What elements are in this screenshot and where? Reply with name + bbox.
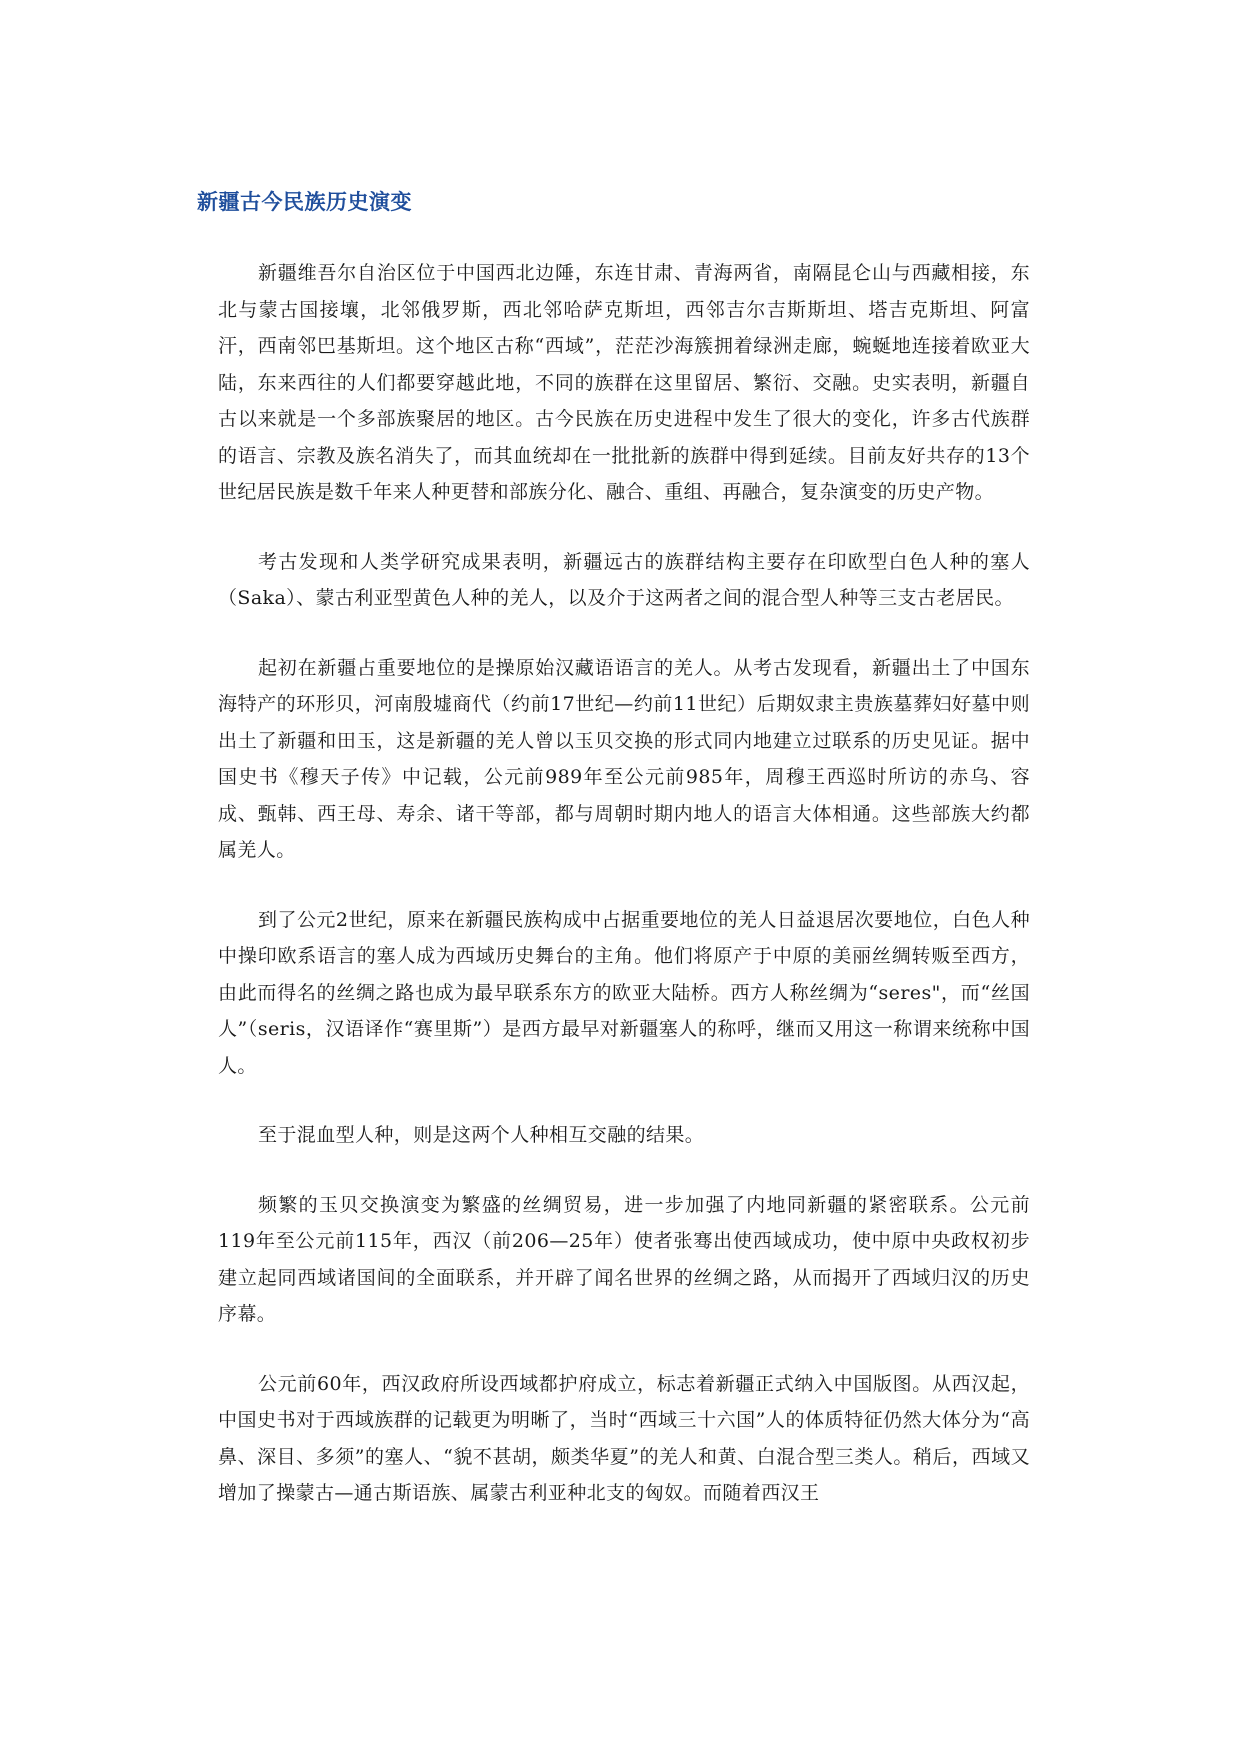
paragraph-qiang: 起初在新疆占重要地位的是操原始汉藏语语言的羌人。从考古发现看，新疆出土了中国东海特产的环形贝，河南殷墟商代（约前17世纪—约前11世纪）后期奴隶主贵族墓葬妇好墓中则出土了新疆和田玉，这是新疆的羌人曾以玉贝交换的形式同内地建立过联系的历史见证。据中国史书《穆天子传》中记载，公元前989年至公元前985年，周穆王西巡时所访的赤乌、容成、甄韩、西王母、寿余、诸干等部，都与周朝时期内地人的语言大体相通。这些部族大约都属羌人。 [218, 656, 1030, 861]
paragraph-silk-trade: 频繁的玉贝交换演变为繁盛的丝绸贸易，进一步加强了内地同新疆的紧密联系。公元前119年至公元前115年，西汉（前206—25年）使者张骞出使西域成功，使中原中央政权初步建立起同西域诸国间的全面联系，并开辟了闻名世界的丝绸之路，从而揭开了西域归汉的历史序幕。 [218, 1193, 1030, 1325]
document-body [218, 255, 1030, 1545]
paragraph-saka: 到了公元2世纪，原来在新疆民族构成中占据重要地位的羌人日益退居次要地位，白色人种中操印欧系语言的塞人成为西域历史舞台的主角。他们将原产于中原的美丽丝绸转贩至西方，由此而得名的丝绸之路也成为最早联系东方的欧亚大陆桥。西方人称丝绸为“seres"，而“丝国人”（seris，汉语译作“赛里斯”）是西方最早对新疆塞人的称呼，继而又用这一称谓来统称中国人。 [218, 908, 1030, 1077]
document-title: 新疆古今民族历史演变 [197, 190, 412, 214]
paragraph-mixed: 至于混血型人种，则是这两个人种相互交融的结果。 [258, 1124, 705, 1146]
paragraph-archaeology: 考古发现和人类学研究成果表明，新疆远古的族群结构主要存在印欧型白色人种的塞人（Saka）、蒙古利亚型黄色人种的羌人，以及介于这两者之间的混合型人种等三支古老居民。 [218, 550, 1030, 609]
paragraph-protectorate: 公元前60年，西汉政府所设西域都护府成立，标志着新疆正式纳入中国版图。从西汉起，中国史书对于西域族群的记载更为明晰了，当时“西域三十六国”人的体质特征仍然大体分为“高鼻、深目、多须”的塞人、“貌不甚胡，颇类华夏”的羌人和黄、白混合型三类人。稍后，西域又增加了操蒙古—通古斯语族、属蒙古利亚种北支的匈奴。而随着西汉王 [218, 1372, 1030, 1504]
paragraph-intro: 新疆维吾尔自治区位于中国西北边陲，东连甘肃、青海两省，南隔昆仑山与西藏相接，东北与蒙古国接壤，北邻俄罗斯，西北邻哈萨克斯坦，西邻吉尔吉斯斯坦、塔吉克斯坦、阿富汗，西南邻巴基斯坦。这个地区古称“西域”，茫茫沙海簇拥着绿洲走廊，蜿蜒地连接着欧亚大陆，东来西往的人们都要穿越此地，不同的族群在这里留居、繁衍、交融。史实表明，新疆自古以来就是一个多部族聚居的地区。古今民族在历史进程中发生了很大的变化，许多古代族群的语言、宗教及族名消失了，而其血统却在一批批新的族群中得到延续。目前友好共存的13个世纪居民族是数千年来人种更替和部族分化、融合、重组、再融合，复杂演变的历史产物。 [218, 262, 1030, 503]
